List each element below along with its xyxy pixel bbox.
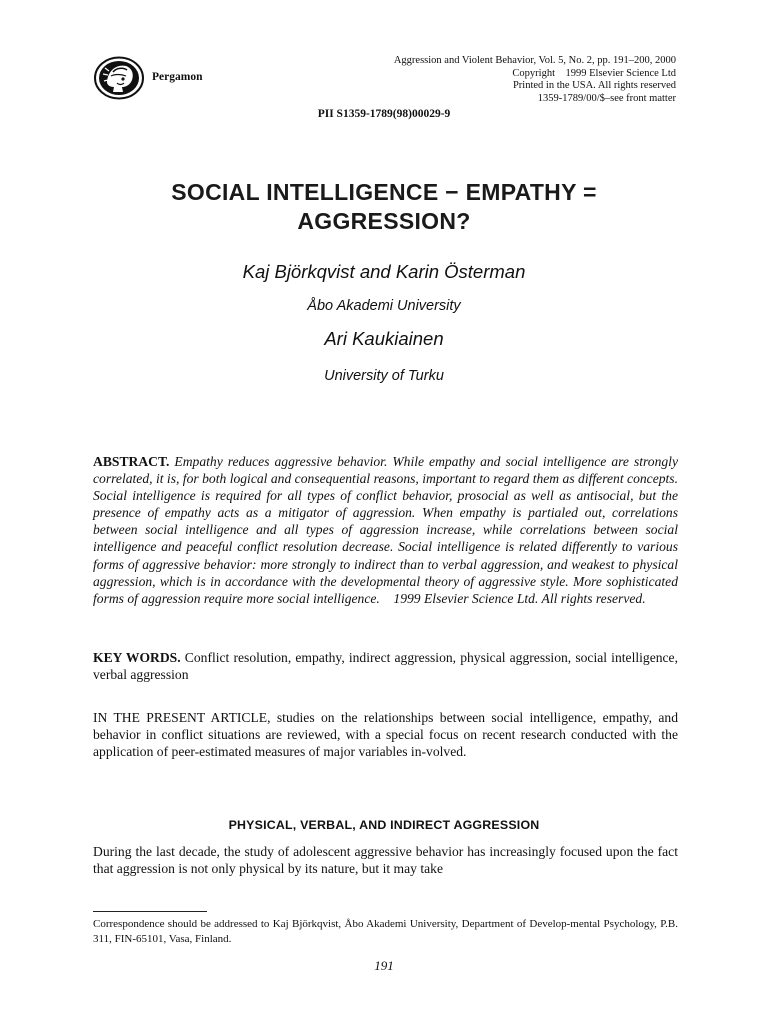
journal-citation (394, 55, 676, 105)
section-heading: PHYSICAL, VERBAL, AND INDIRECT AGGRESSION (228, 818, 540, 832)
pergamon-logo-icon (93, 56, 145, 100)
keywords (93, 649, 678, 683)
article-title (84, 178, 684, 236)
body-paragraph: During the last decade, the study of adolescent aggressive behavior has increasingly focused upon the fact that aggression is not only physical by its nature, but it may take (93, 844, 678, 877)
journal-line: Aggression and Violent Behavior, Vol. 5, No. 2, pp. 191–200, 2000 (393, 55, 676, 66)
abstract (93, 453, 678, 607)
author-list: Ari Kaukiainen (324, 328, 444, 349)
journal-line: 1359-1789/00/$–see front matter (537, 92, 676, 104)
footnote-divider (93, 911, 207, 912)
pii-identifier: PII S1359-1789(98)00029-9 (317, 108, 451, 120)
correspondence-footnote: Correspondence should be addressed to Kaj Björkqvist, Åbo Akademi University, Department of Develop-mental Psychology, P.B. 311, FIN-65101, Vasa, Finland. (93, 918, 678, 946)
title-line: SOCIAL INTELLIGENCE − EMPATHY = (171, 179, 597, 205)
page-number: 191 (374, 958, 394, 973)
journal-line: Copyright 1999 Elsevier Science Ltd (512, 67, 676, 79)
affiliation: Åbo Akademi University (307, 298, 461, 314)
title-line: AGGRESSION? (297, 208, 471, 234)
intro-paragraph: IN THE PRESENT ARTICLE, studies on the relationships between social intelligence, empathy, and behavior in conflict situations are reviewed, with a special focus on recent research conducted with the application of peer-estimated measures of major variables in-volved. (93, 710, 678, 760)
publisher-name: Pergamon (152, 71, 203, 83)
keywords-text: Conflict resolution, empathy, indirect aggression, physical aggression, social intelligence, verbal aggression (93, 650, 678, 683)
author-list: Kaj Björkqvist and Karin Österman (242, 261, 526, 282)
journal-line: Printed in the USA. All rights reserved (512, 80, 676, 92)
abstract-text: Empathy reduces aggressive behavior. While empathy and social intelligence are strongly correlated, it is, for both logical and consequential reasons, important to regard them as different concepts. Social intelligence is required for all types of conflict behavior, prosocial as well as antisocial, but the presence of empathy acts as a mitigator of aggression. When empathy is partialed out, correlations between social intelligence and all types of aggression increase, while correlations between social intelligence and peaceful conflict resolution decrease. Social intelligence is related differently to various forms of aggressive behavior: more strongly to indirect than to verbal aggression, and weakest to physical aggression, which is in accordance with the developmental theory of aggressive style. More sophisticated forms of aggression require more social intelligence. 1999 Elsevier Science Ltd. All rights reserved. (93, 454, 678, 606)
affiliation: University of Turku (324, 368, 444, 384)
abstract-label: ABSTRACT. (93, 454, 170, 469)
keywords-label: KEY WORDS. (93, 650, 181, 665)
